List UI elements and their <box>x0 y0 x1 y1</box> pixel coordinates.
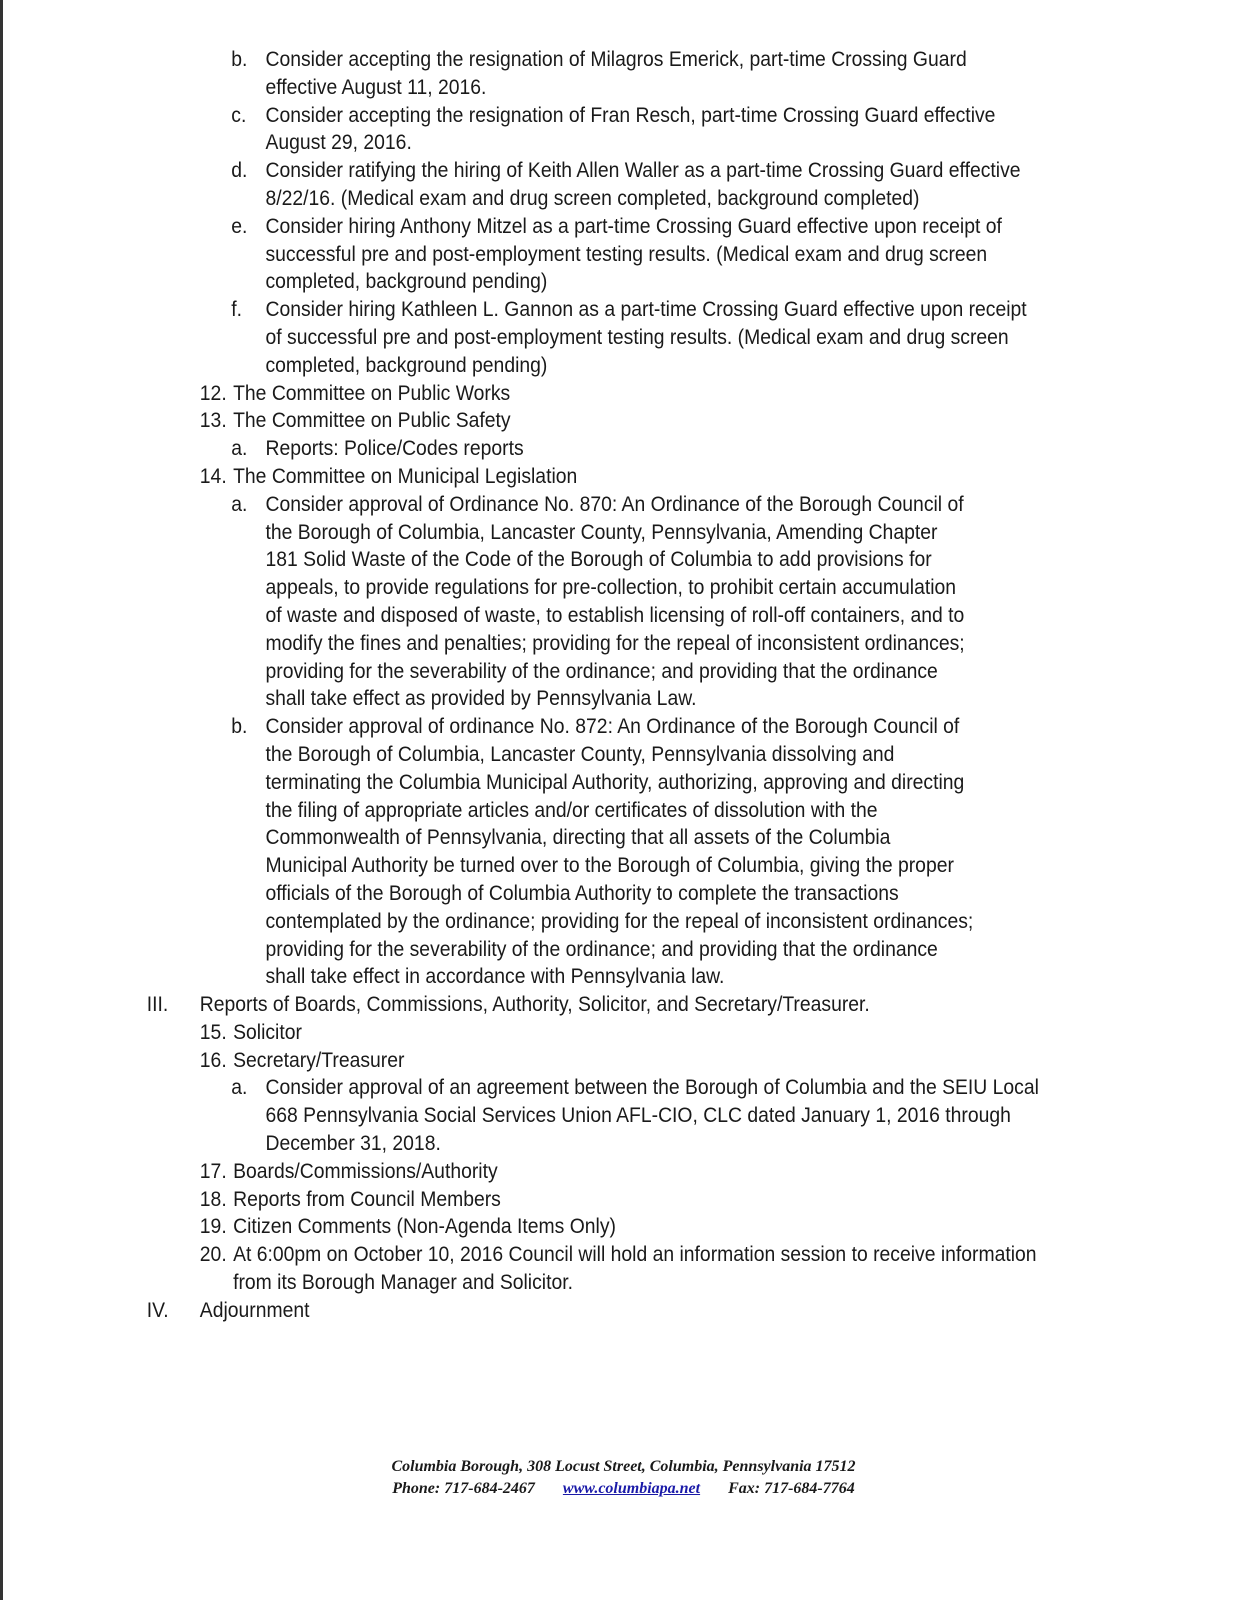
item-marker: 17. <box>199 1158 227 1183</box>
item-text: August 29, 2016. <box>265 130 412 155</box>
item-marker: b. <box>231 47 248 71</box>
footer-address: Columbia Borough, 308 Locust Street, Columbia, Pennsylvania 17512 <box>391 1458 856 1475</box>
item-text: Consider approval of ordinance No. 872: An Ordinance of the Borough Council of <box>265 714 960 739</box>
agenda-list <box>0 46 1247 1325</box>
agenda-item <box>0 435 1122 463</box>
item-marker: III. <box>146 992 169 1017</box>
website-link[interactable]: www.columbiapa.net <box>562 1480 701 1497</box>
item-text: officials of the Borough of Columbia Authority to complete the transactions <box>265 880 899 905</box>
agenda-item <box>0 1019 1122 1047</box>
agenda-item-continuation <box>0 241 1122 269</box>
item-text: At 6:00pm on October 10, 2016 Council will hold an information session to receive information <box>233 1242 1037 1267</box>
agenda-item <box>0 1297 1122 1325</box>
item-text: modify the fines and penalties; providing for the repeal of inconsistent ordinances; <box>265 630 965 655</box>
agenda-item-continuation <box>0 658 1122 686</box>
agenda-item <box>0 213 1122 241</box>
agenda-item-continuation <box>0 1130 1122 1158</box>
agenda-item-continuation <box>0 74 1122 102</box>
item-text: Consider hiring Anthony Mitzel as a part-time Crossing Guard effective upon receipt of <box>265 213 1002 238</box>
item-text: The Committee on Public Safety <box>233 408 511 433</box>
item-text: appeals, to provide regulations for pre-collection, to prohibit certain accumulation <box>265 575 957 600</box>
item-marker: f. <box>231 297 243 322</box>
item-text: Commonwealth of Pennsylvania, directing that all assets of the Columbia <box>265 825 891 850</box>
item-marker: 19. <box>199 1214 227 1239</box>
item-text: The Committee on Municipal Legislation <box>233 463 578 488</box>
item-text: Consider ratifying the hiring of Keith Allen Waller as a part-time Crossing Guard effective <box>265 158 1021 183</box>
item-text: Reports from Council Members <box>233 1186 501 1211</box>
agenda-item-continuation <box>0 797 1122 825</box>
item-text: Solicitor <box>233 1019 302 1044</box>
agenda-item-continuation <box>0 852 1122 880</box>
agenda-item <box>0 713 1122 741</box>
item-marker: 12. <box>199 380 227 405</box>
item-text: 668 Pennsylvania Social Services Union AFL-CIO, CLC dated January 1, 2016 through <box>265 1103 1011 1128</box>
agenda-item-continuation <box>0 963 1122 991</box>
item-text: Reports: Police/Codes reports <box>265 436 524 461</box>
item-text: the Borough of Columbia, Lancaster County, Pennsylvania, Amending Chapter <box>265 519 938 544</box>
agenda-item <box>0 102 1122 130</box>
item-text: Reports of Boards, Commissions, Authority, Solicitor, and Secretary/Treasurer. <box>199 992 870 1017</box>
item-text: Consider approval of an agreement between the Borough of Columbia and the SEIU Local <box>265 1075 1039 1100</box>
footer-phone: Phone: 717-684-2467 <box>392 1480 535 1497</box>
item-text: the Borough of Columbia, Lancaster County, Pennsylvania dissolving and <box>265 741 895 766</box>
item-text: shall take effect in accordance with Pennsylvania law. <box>265 964 725 989</box>
item-marker: a. <box>231 436 248 461</box>
item-marker: 14. <box>199 463 227 488</box>
item-text: effective August 11, 2016. <box>265 74 487 99</box>
agenda-item <box>0 1158 1122 1186</box>
item-text: the filing of appropriate articles and/or certificates of dissolution with the <box>265 797 878 822</box>
agenda-item <box>0 1186 1122 1214</box>
agenda-item-continuation <box>0 185 1122 213</box>
agenda-item <box>0 1047 1122 1075</box>
item-text: from its Borough Manager and Solicitor. <box>233 1270 573 1295</box>
agenda-item-continuation <box>0 324 1122 352</box>
item-text: Adjournment <box>199 1297 310 1322</box>
item-text: terminating the Columbia Municipal Authority, authorizing, approving and directing <box>265 769 965 794</box>
item-marker: 13. <box>199 408 227 433</box>
item-text: completed, background pending) <box>265 352 548 377</box>
item-text: completed, background pending) <box>265 269 548 294</box>
item-text: December 31, 2018. <box>265 1131 441 1156</box>
item-text: contemplated by the ordinance; providing for the repeal of inconsistent ordinances; <box>265 908 974 933</box>
item-marker: IV. <box>146 1297 169 1322</box>
agenda-item-continuation <box>0 1269 1122 1297</box>
agenda-item-continuation <box>0 769 1122 797</box>
item-text: successful pre and post-employment testing results. (Medical exam and drug screen <box>265 241 988 266</box>
item-text: Municipal Authority be turned over to the Borough of Columbia, giving the proper <box>265 853 954 878</box>
footer-fax: Fax: 717-684-7764 <box>728 1480 855 1497</box>
item-text: 8/22/16. (Medical exam and drug screen completed, background completed) <box>265 185 920 210</box>
item-text: Consider approval of Ordinance No. 870: An Ordinance of the Borough Council of <box>265 491 964 516</box>
agenda-item <box>0 296 1122 324</box>
agenda-item-continuation <box>0 546 1122 574</box>
agenda-item-continuation <box>0 630 1122 658</box>
item-text: Consider hiring Kathleen L. Gannon as a part-time Crossing Guard effective upon receipt <box>265 297 1027 322</box>
agenda-item-continuation <box>0 129 1122 157</box>
agenda-item-continuation <box>0 268 1122 296</box>
item-marker: 20. <box>199 1242 227 1267</box>
item-marker: a. <box>231 491 248 516</box>
agenda-item-continuation <box>0 519 1122 547</box>
item-marker: c. <box>231 102 247 127</box>
agenda-item <box>0 1213 1122 1241</box>
agenda-item <box>0 463 1122 491</box>
agenda-item-continuation <box>0 936 1122 964</box>
item-marker: b. <box>231 714 248 739</box>
agenda-item-continuation <box>0 685 1122 713</box>
agenda-item <box>0 157 1122 185</box>
agenda-item-continuation <box>0 574 1122 602</box>
agenda-item <box>0 46 1122 74</box>
item-text: Secretary/Treasurer <box>233 1047 405 1072</box>
item-text: providing for the severability of the ordinance; and providing that the ordinance <box>265 658 938 683</box>
agenda-item-continuation <box>0 602 1122 630</box>
footer-contact-line <box>0 1480 1247 1498</box>
agenda-item <box>0 491 1122 519</box>
agenda-item <box>0 1241 1122 1269</box>
item-marker: 18. <box>199 1186 227 1211</box>
item-marker: 16. <box>199 1047 227 1072</box>
agenda-item-continuation <box>0 880 1122 908</box>
agenda-item <box>0 1074 1122 1102</box>
agenda-item-continuation <box>0 352 1122 380</box>
item-text: of successful pre and post-employment testing results. (Medical exam and drug screen <box>265 324 1009 349</box>
agenda-item <box>0 407 1122 435</box>
item-text: shall take effect as provided by Pennsylvania Law. <box>265 686 697 711</box>
agenda-item-continuation <box>0 824 1122 852</box>
agenda-item-continuation <box>0 1102 1122 1130</box>
item-text: Consider accepting the resignation of Fran Resch, part-time Crossing Guard effective <box>265 102 996 127</box>
item-text: providing for the severability of the ordinance; and providing that the ordinance <box>265 936 938 961</box>
item-text: Boards/Commissions/Authority <box>233 1158 498 1183</box>
agenda-item <box>0 380 1122 408</box>
item-text: of waste and disposed of waste, to establish licensing of roll-off containers, and to <box>265 602 965 627</box>
footer-address-line <box>0 1458 1247 1476</box>
item-marker: d. <box>231 158 248 183</box>
item-text: The Committee on Public Works <box>233 380 511 405</box>
item-text: Consider accepting the resignation of Milagros Emerick, part-time Crossing Guard <box>265 47 967 71</box>
item-text: 181 Solid Waste of the Code of the Borough of Columbia to add provisions for <box>265 547 932 572</box>
agenda-item <box>0 991 1122 1019</box>
item-marker: e. <box>231 213 248 238</box>
item-text: Citizen Comments (Non-Agenda Items Only) <box>233 1214 616 1239</box>
agenda-item-continuation <box>0 908 1122 936</box>
agenda-item-continuation <box>0 741 1122 769</box>
item-marker: 15. <box>199 1019 227 1044</box>
item-marker: a. <box>231 1075 248 1100</box>
